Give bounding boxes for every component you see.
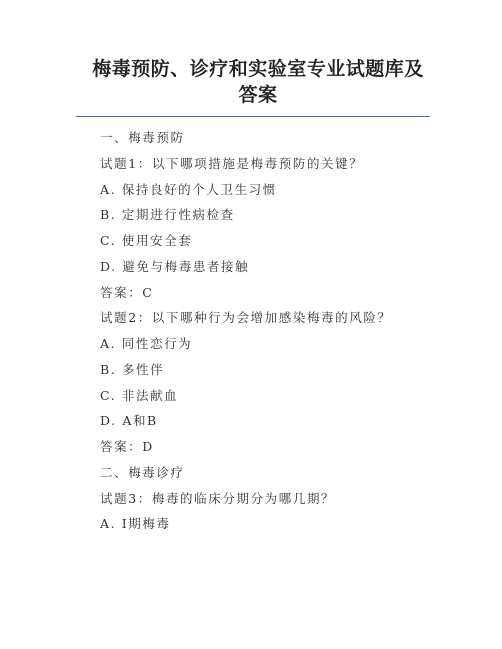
section-heading-treatment: 二、梅毒诊疗 xyxy=(100,464,185,480)
document-title xyxy=(88,56,428,108)
question-1-answer: 答案：C xyxy=(100,284,154,300)
question-2: 试题2：以下哪种行为会增加感染梅毒的风险？ xyxy=(100,310,392,326)
question-2-option-d: D. A和B xyxy=(100,413,158,429)
question-3-option-a: A. Ⅰ期梅毒 xyxy=(100,516,171,532)
question-3: 试题3：梅毒的临床分期分为哪几期？ xyxy=(100,490,336,506)
title-divider xyxy=(76,116,430,117)
question-2-option-b: B. 多性伴 xyxy=(100,361,165,377)
question-1-option-b: B. 定期进行性病检查 xyxy=(100,207,235,223)
question-2-answer: 答案：D xyxy=(100,439,154,454)
title-line-2: 答案 xyxy=(238,84,278,106)
document-body xyxy=(100,129,440,541)
question-2-option-a: A. 同性恋行为 xyxy=(100,336,193,351)
question-1-option-c: C. 使用安全套 xyxy=(100,233,193,248)
section-heading-prevention: 一、梅毒预防 xyxy=(100,130,185,145)
question-1-option-d: D. 避免与梅毒患者接触 xyxy=(100,258,250,274)
question-1-option-a: A. 保持良好的个人卫生习惯 xyxy=(100,181,277,197)
question-2-option-c: C. 非法献血 xyxy=(100,387,179,403)
question-1: 试题1：以下哪项措施是梅毒预防的关键？ xyxy=(100,155,364,171)
title-line-1: 梅毒预防、诊疗和实验室专业试题库及 xyxy=(92,58,424,80)
